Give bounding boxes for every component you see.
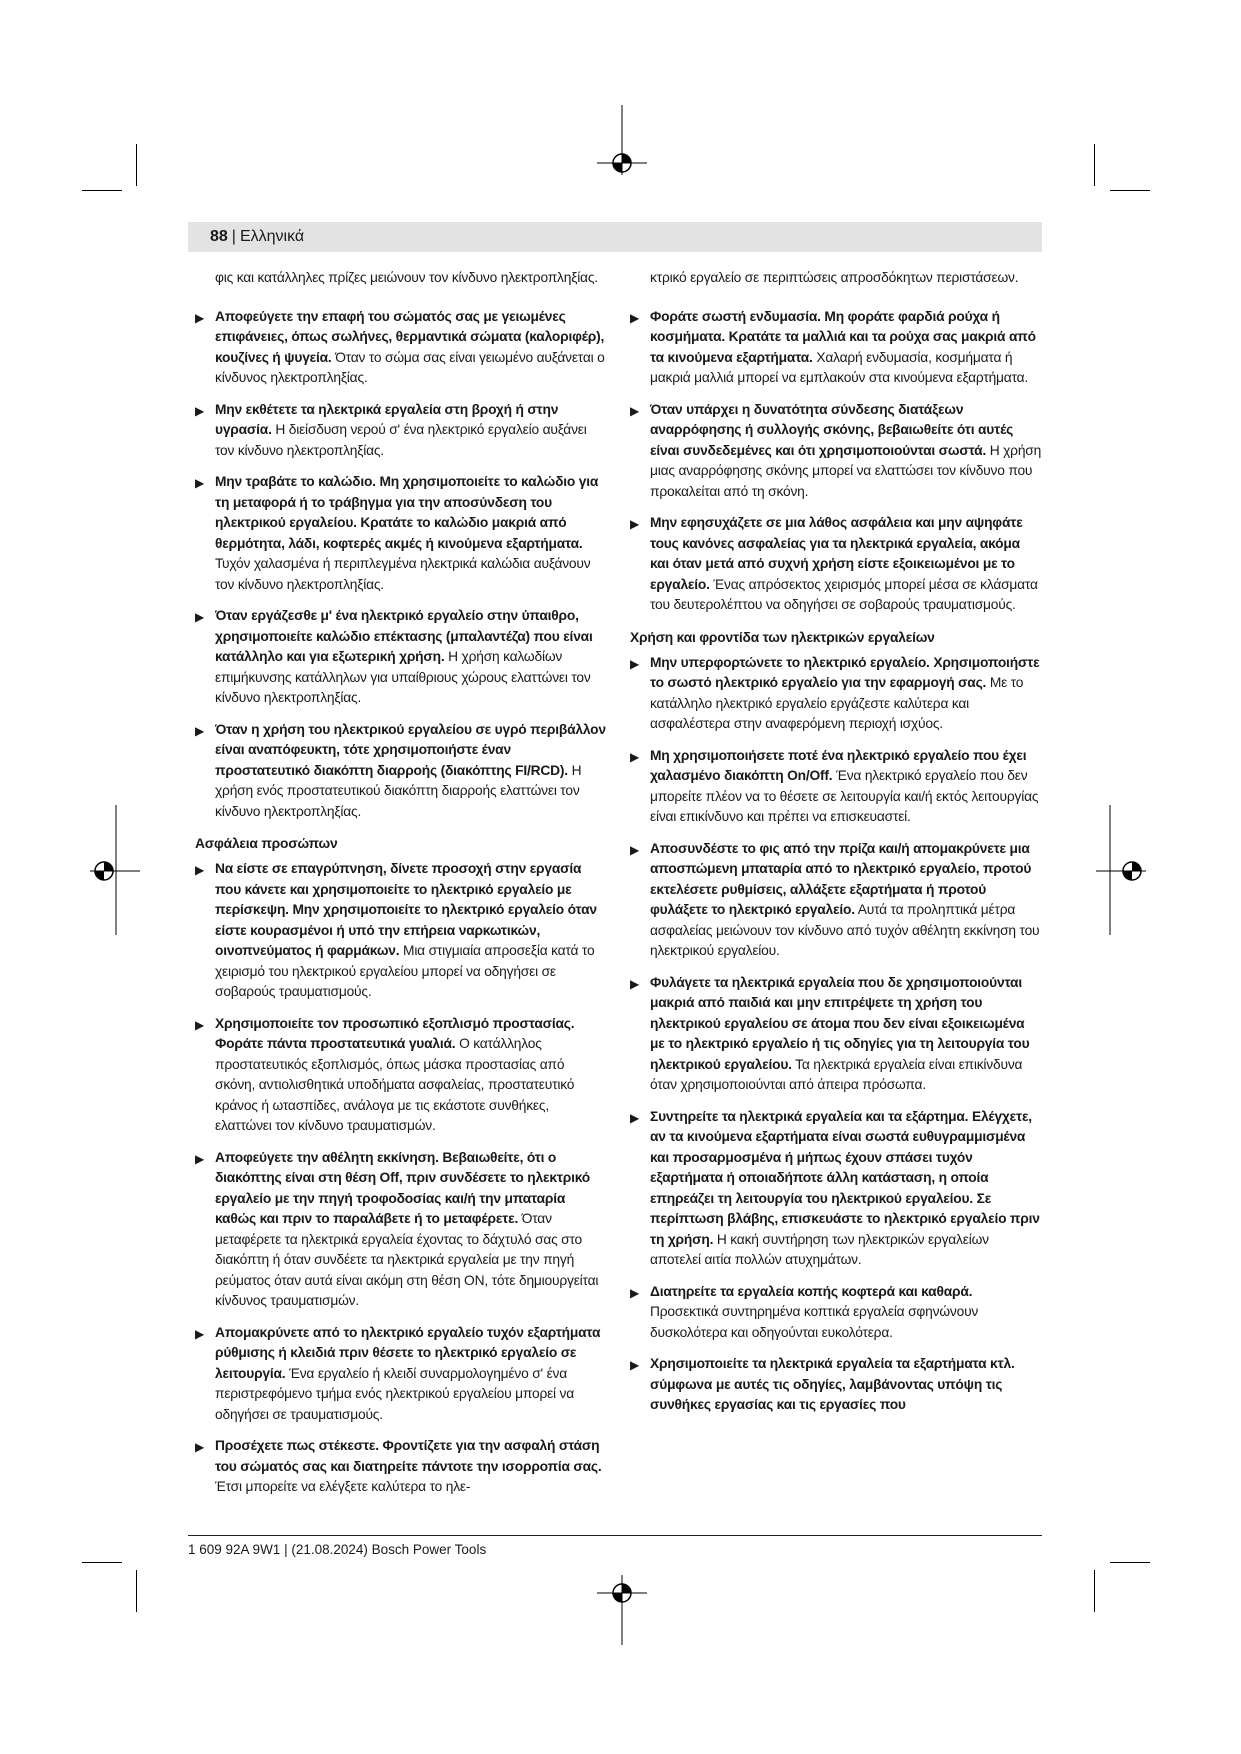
bullet-arrow-icon: ▶ xyxy=(195,863,205,877)
bullet-arrow-icon: ▶ xyxy=(630,976,640,991)
item-instruction: Απομακρύνετε από το ηλεκτρικό εργαλείο τυχόν εξαρτήματα ρύθμισης ή κλειδιά πριν θέσετε το ηλεκτρικό εργαλείο σε λειτουργία. xyxy=(215,1324,601,1381)
list-item xyxy=(195,472,607,595)
item-explanation: Αυτά τα προληπτικά μέτρα ασφαλείας μειώνουν τον κίνδυνο από τυχόν αθέλητη εκκίνηση του ηλεκτρικού εργαλείου. xyxy=(650,902,1040,958)
item-explanation: Προσεκτικά συντηρημένα κοπτικά εργαλεία σφηνώνουν δυσκολότερα και οδηγούνται ευκολότερα. xyxy=(650,1304,979,1340)
item-explanation: Η χρήση ενός προστατευτικού διακόπτη διαρροής ελαττώνει τον κίνδυνο ηλεκτροπληξίας. xyxy=(215,762,582,819)
bullet-arrow-icon: ▶ xyxy=(630,656,640,671)
item-instruction: Όταν υπάρχει η δυνατότητα σύνδεσης διατάξεων αναρρόφησης ή συλλογής σκόνης, βεβαιωθείτε ότι αυτές είναι συνδεδεμένες και ότι χρησιμοποιούνται σωστά. xyxy=(650,401,1014,458)
item-explanation: Όταν το σώμα σας είναι γειωμένο αυξάνεται ο κίνδυνος ηλεκτροπληξίας. xyxy=(215,349,605,385)
item-explanation: Με το κατάλληλο ηλεκτρικό εργαλείο εργάζεστε καλύτερα και ασφαλέστερα στην αναφερόμενη περιοχή ισχύος. xyxy=(650,675,1024,731)
bullet-arrow-icon: ▶ xyxy=(630,1285,640,1300)
item-explanation: Η κακή συντήρηση των ηλεκτρικών εργαλείων αποτελεί αιτία πολλών ατυχημάτων. xyxy=(650,1231,989,1267)
bullet-arrow-icon: ▶ xyxy=(195,610,205,624)
item-explanation: Χαλαρή ενδυμασία, κοσμήματα ή μακριά μαλλιά μπορεί να εμπλακούν στα κινούμενα εξαρτήματα. xyxy=(650,349,1029,385)
page-header xyxy=(188,222,1042,252)
right-column xyxy=(630,268,1042,1427)
bullet-arrow-icon: ▶ xyxy=(630,749,640,764)
item-instruction: Όταν η χρήση του ηλεκτρικού εργαλείου σε υγρό περιβάλλον είναι αναπόφευκτη, τότε χρησιμοποιήστε έναν προστατευτικό διακόπτη διαρροής (διακόπτης FI/RCD). xyxy=(215,721,606,778)
item-instruction: Μην τραβάτε το καλώδιο. Μη χρησιμοποιείτε το καλώδιο για τη μεταφορά ή το τράβηγμα για την αποσύνδεση του ηλεκτρικού εργαλείου. Κρατάτε το καλώδιο μακριά από θερμότητα, λάδι, κοφτερές ακμές ή κινούμενα εξαρτήματα. xyxy=(215,474,599,551)
registration-mark-icon xyxy=(597,1575,647,1675)
list-item xyxy=(630,400,1042,503)
crop-mark xyxy=(136,1570,137,1612)
list-item xyxy=(630,1282,1042,1344)
continuation-text: φις και κατάλληλες πρίζες μειώνουν τον κίνδυνο ηλεκτροπληξίας. xyxy=(215,270,598,285)
safety-list xyxy=(630,653,1042,1416)
bullet-arrow-icon: ▶ xyxy=(630,1358,640,1372)
bullet-arrow-icon: ▶ xyxy=(630,1110,640,1125)
item-explanation: Ένας απρόσεκτος χειρισμός μπορεί μέσα σε κλάσματα του δευτερολέπτου να οδηγήσει σε σοβαρούς τραυματισμούς. xyxy=(650,576,1038,612)
header-language: Ελληνικά xyxy=(239,228,305,245)
left-column xyxy=(195,268,607,1509)
item-instruction: Φυλάγετε τα ηλεκτρικά εργαλεία που δε χρησιμοποιούνται μακριά από παιδιά και μην επιτρέψετε τη χρήση του ηλεκτρικού εργαλείου σε άτομα που δεν είναι εξοικειωμένα με το ηλεκτρικό εργαλείο ή τις οδηγίες για τη λειτουργία του ηλεκτρικού εργαλείου. xyxy=(650,974,1030,1072)
item-instruction: Μην εκθέτετε τα ηλεκτρικά εργαλεία στη βροχή ή στην υγρασία. xyxy=(215,401,559,437)
crop-mark xyxy=(136,144,137,186)
list-item xyxy=(195,307,607,389)
header-separator: | xyxy=(231,228,236,245)
item-explanation: Η χρήση μιας αναρρόφησης σκόνης μπορεί να ελαττώσει τον κίνδυνο που προκαλείται από τη σκόνη. xyxy=(650,442,1042,499)
crop-mark xyxy=(1110,1562,1150,1563)
item-explanation: Η χρήση καλωδίων επιμήκυνσης κατάλληλων για υπαίθριους χώρους ελαττώνει τον κίνδυνο ηλεκτροπληξίας. xyxy=(215,649,591,705)
item-instruction: Χρησιμοποιείτε τα ηλεκτρικά εργαλεία τα εξαρτήματα κτλ. σύμφωνα με αυτές τις οδηγίες, λαμβάνοντας υπόψη τις συνθήκες εργασίας και τις εργασίες που xyxy=(650,1356,1015,1412)
list-item xyxy=(195,1323,607,1426)
item-instruction: Όταν εργάζεσθε μ' ένα ηλεκτρικό εργαλείο στην ύπαιθρο, χρησιμοποιείτε καλώδιο επέκτασης (μπαλαντέζα) που είναι κατάλληλο και για εξωτερική χρήση. xyxy=(215,608,593,664)
continuation-text: κτρικό εργαλείο σε περιπτώσεις απροσδόκητων περιστάσεων. xyxy=(650,270,1019,285)
registration-mark-icon xyxy=(80,805,140,935)
crop-mark xyxy=(1094,1570,1095,1612)
page-number: 88 xyxy=(210,228,228,245)
section-title: Ασφάλεια προσώπων xyxy=(195,836,338,851)
list-item xyxy=(630,1107,1042,1271)
list-item xyxy=(195,400,607,462)
item-explanation: Ένα εργαλείο ή κλειδί συναρμολογημένο σ' ένα περιστρεφόμενο τμήμα ενός ηλεκτρικού εργαλείου μπορεί να οδηγήσει σε τραυματισμούς. xyxy=(215,1365,575,1422)
list-item xyxy=(195,1014,607,1137)
list-item xyxy=(630,746,1042,828)
item-instruction: Μην εφησυχάζετε σε μια λάθος ασφάλεια και μην αψηφάτε τους κανόνες ασφαλείας για τα ηλεκτρικά εργαλεία, ακόμα και όταν μετά από συχνή χρήση είστε εξοικειωμένοι με το εργαλείο. xyxy=(650,515,1023,592)
crop-mark xyxy=(1094,144,1095,186)
item-explanation: Έτσι μπορείτε να ελέγξετε καλύτερα το ηλε- xyxy=(215,1479,471,1494)
list-item xyxy=(195,1148,607,1312)
list-item xyxy=(630,653,1042,735)
bullet-arrow-icon: ▶ xyxy=(195,476,205,490)
bullet-arrow-icon: ▶ xyxy=(195,310,205,325)
bullet-arrow-icon: ▶ xyxy=(195,1017,205,1032)
list-item xyxy=(195,1436,607,1498)
item-explanation: Ο κατάλληλος προστατευτικός εξοπλισμός, όπως μάσκα προστασίας από σκόνη, αντιολισθητικά υποδήματα ασφαλείας, προστατευτικό κράνος ή ωτασπίδες, ανάλογα με τις εκάστοτε συνθήκες, ελαττώνει τον κίνδυνο τραυματισμών. xyxy=(215,1036,575,1133)
item-explanation: Τυχόν χαλασμένα ή περιπλεγμένα ηλεκτρικά καλώδια αυξάνουν τον κίνδυνο ηλεκτροπληξίας. xyxy=(215,556,591,592)
list-item xyxy=(630,839,1042,962)
registration-mark-icon xyxy=(597,105,647,205)
item-explanation: Όταν μεταφέρετε τα ηλεκτρικά εργαλεία έχοντας το δάχτυλό σας στο διακόπτη ή όταν συνδέετε τα ηλεκτρικά εργαλεία με την πηγή ρεύματος όταν αυτά είναι ακόμη στη θέση ON, τότε δημιουργείται κίνδυνος τραυματισμών. xyxy=(215,1211,599,1308)
item-instruction: Φοράτε σωστή ενδυμασία. Μη φοράτε φαρδιά ρούχα ή κοσμήματα. Κρατάτε τα μαλλιά και τα ρούχα σας μακριά από τα κινούμενα εξαρτήματα. xyxy=(650,308,1036,365)
list-item xyxy=(630,513,1042,616)
list-item xyxy=(630,1354,1042,1416)
item-instruction: Διατηρείτε τα εργαλεία κοπής κοφτερά και καθαρά. xyxy=(650,1283,973,1299)
bullet-arrow-icon: ▶ xyxy=(195,403,205,418)
item-instruction: Αποφεύγετε την επαφή του σώματός σας με γειωμένες επιφάνειες, όπως σωλήνες, θερμαντικά σώματα (καλοριφέρ), κουζίνες ή ψυγεία. xyxy=(215,308,605,365)
item-explanation: Τα ηλεκτρικά εργαλεία είναι επικίνδυνα όταν χρησιμοποιούνται από άπειρα πρόσωπα. xyxy=(650,1056,1023,1092)
footer-divider xyxy=(188,1535,1042,1536)
list-item xyxy=(195,720,607,823)
bullet-arrow-icon: ▶ xyxy=(630,310,640,325)
list-item xyxy=(630,973,1042,1096)
registration-mark-icon xyxy=(1096,805,1156,935)
item-instruction: Αποφεύγετε την αθέλητη εκκίνηση. Βεβαιωθείτε, ότι ο διακόπτης είναι στη θέση Off, πριν συνδέσετε το ηλεκτρικό εργαλείο με την πηγή τροφοδοσίας και/ή την μπαταρία καθώς και πριν το παραλάβετε ή το μεταφέρετε. xyxy=(215,1149,591,1226)
list-item xyxy=(630,307,1042,389)
bullet-arrow-icon: ▶ xyxy=(195,1440,205,1454)
bullet-arrow-icon: ▶ xyxy=(630,403,640,418)
bullet-arrow-icon: ▶ xyxy=(195,1326,205,1341)
section-title: Χρήση και φροντίδα των ηλεκτρικών εργαλείων xyxy=(630,629,935,645)
item-instruction: Αποσυνδέστε το φις από την πρίζα και/ή απομακρύνετε μια αποσπώμενη μπαταρία από το ηλεκτρικό εργαλείο, προτού εκτελέσετε ρυθμίσεις, αλλάξετε εξαρτήματα ή προτού φυλάξετε το ηλεκτρικό εργαλείο. xyxy=(650,840,1032,917)
item-explanation: Η διείσδυση νερού σ' ένα ηλεκτρικό εργαλείο αυξάνει τον κίνδυνο ηλεκτροπληξίας. xyxy=(215,422,587,458)
bullet-arrow-icon: ▶ xyxy=(195,1151,205,1166)
list-item xyxy=(195,859,607,1003)
item-explanation: Ένα ηλεκτρικό εργαλείο που δεν μπορείτε πλέον να το θέσετε σε λειτουργία και/ή εκτός λειτουργίας είναι επικίνδυνο και πρέπει να επισκευαστεί. xyxy=(650,768,1039,824)
safety-list xyxy=(195,307,607,823)
bullet-arrow-icon: ▶ xyxy=(630,517,640,531)
safety-list xyxy=(195,859,607,1498)
item-instruction: Μη χρησιμοποιήσετε ποτέ ένα ηλεκτρικό εργαλείο που έχει χαλασμένο διακόπτη On/Off. xyxy=(650,747,1027,783)
item-instruction: Συντηρείτε τα ηλεκτρικά εργαλεία και τα εξάρτημα. Ελέγχετε, αν τα κινούμενα εξαρτήματα είναι σωστά ευθυγραμμισμένα και προσαρμοσμένα ή μήπως έχουν σπάσει τυχόν εξαρτήματα ή οποιαδήποτε άλλη κατάσταση, η οποία επηρεάζει τη λειτουργία του ηλεκτρικού εργαλείου. Σε περίπτωση βλάβης, επισκευάστε το ηλεκτρικό εργαλείο πριν τη χρήση. xyxy=(650,1108,1040,1247)
page-footer: 1 609 92A 9W1 | (21.08.2024) Bosch Power Tools xyxy=(188,1542,487,1557)
item-instruction: Προσέχετε πως στέκεστε. Φροντίζετε για την ασφαλή στάση του σώματός σας και διατηρείτε πάντοτε την ισορροπία σας. xyxy=(215,1438,602,1474)
bullet-arrow-icon: ▶ xyxy=(630,842,640,857)
crop-mark xyxy=(82,190,122,191)
item-instruction: Μην υπερφορτώνετε το ηλεκτρικό εργαλείο. Χρησιμοποιήστε το σωστό ηλεκτρικό εργαλείο για την εφαρμογή σας. xyxy=(650,654,1040,690)
item-explanation: Μια στιγμιαία απροσεξία κατά το χειρισμό του ηλεκτρικού εργαλείου μπορεί να οδηγήσει σε σοβαρούς τραυματισμούς. xyxy=(215,943,595,999)
item-instruction: Χρησιμοποιείτε τον προσωπικό εξοπλισμό προστασίας. Φοράτε πάντα προστατευτικά γυαλιά. xyxy=(215,1015,575,1051)
item-instruction: Να είστε σε επαγρύπνηση, δίνετε προσοχή στην εργασία που κάνετε και χρησιμοποιείτε το ηλεκτρικό εργαλείο με περίσκεψη. Μην χρησιμοποιείτε το ηλεκτρικό εργαλείο όταν είστε κουρασμένοι ή υπό την επήρεια ναρκωτικών, οινοπνεύματος ή φαρμάκων. xyxy=(215,861,597,958)
crop-mark xyxy=(1110,190,1150,191)
crop-mark xyxy=(82,1562,122,1563)
list-item xyxy=(195,606,607,709)
bullet-arrow-icon: ▶ xyxy=(195,723,205,738)
safety-list xyxy=(630,307,1042,616)
